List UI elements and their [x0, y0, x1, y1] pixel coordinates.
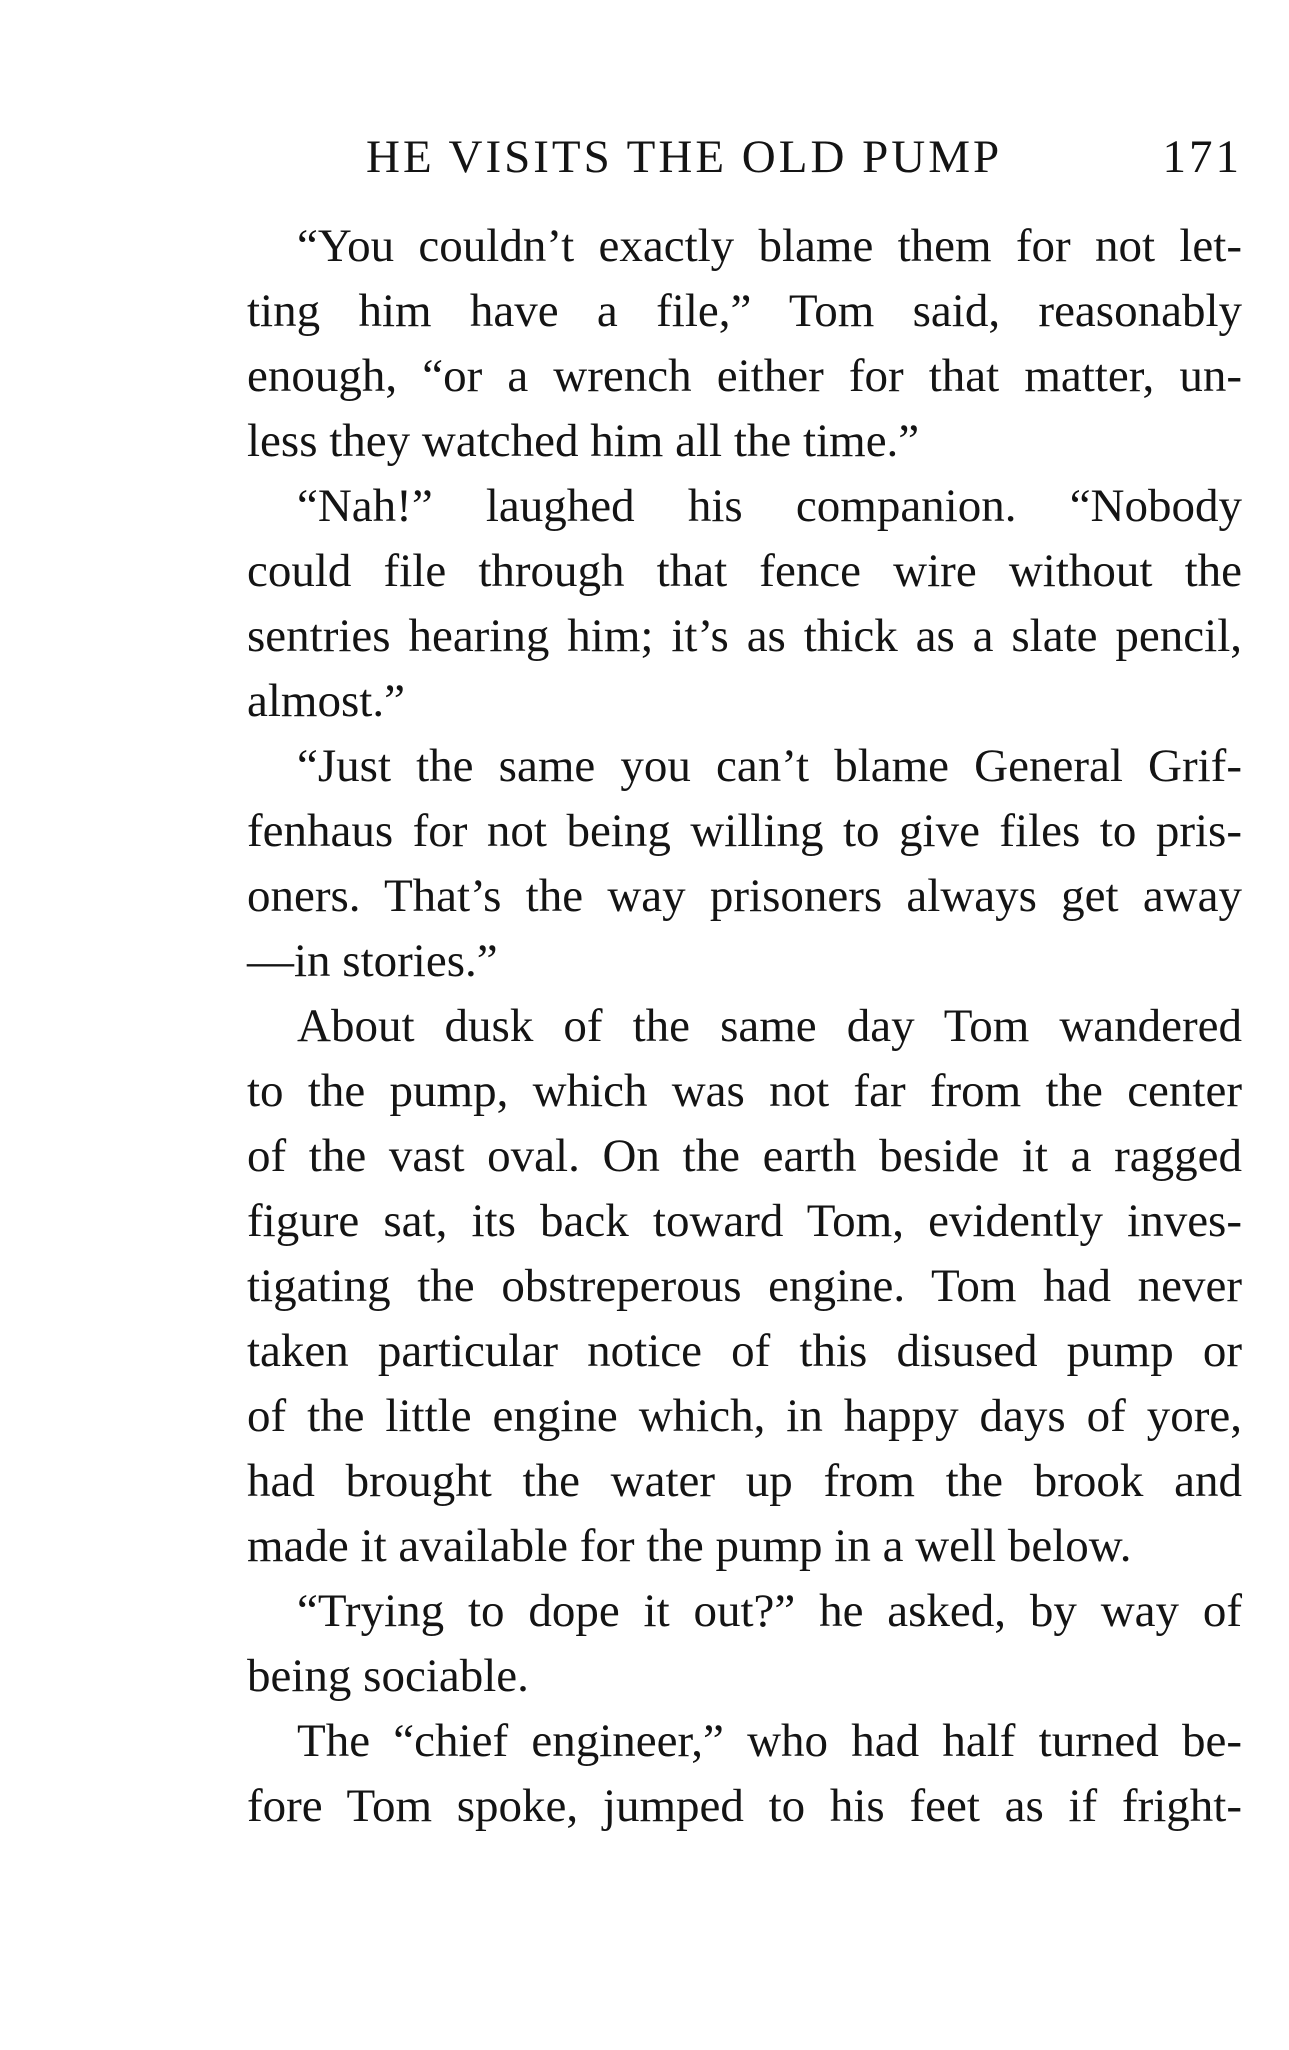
text-line: less they watched him all the time.” [247, 415, 920, 467]
text-line: of the vast oval. On the earth beside it a ragged [247, 1130, 1242, 1182]
page-number: 171 [1162, 131, 1242, 183]
text-line: sentries hearing him; it’s as thick as a slate pencil, [247, 610, 1242, 662]
text-line: figure sat, its back toward Tom, evidently inves- [247, 1195, 1242, 1247]
text-line: “Nah!” laughed his companion. “Nobody [297, 480, 1242, 532]
running-title: HE VISITS THE OLD PUMP [366, 131, 1003, 183]
text-line: “Trying to dope it out?” he asked, by way of [297, 1585, 1242, 1637]
text-line: oners. That’s the way prisoners always get away [247, 870, 1242, 922]
text-line: made it available for the pump in a well below. [247, 1520, 1132, 1572]
text-line: —in stories.” [247, 935, 498, 987]
running-head [366, 130, 1242, 190]
text-line: had brought the water up from the brook and [247, 1455, 1242, 1507]
text-line: could file through that fence wire without the [247, 545, 1242, 597]
text-line: “You couldn’t exactly blame them for not let- [297, 220, 1242, 272]
text-line: ting him have a file,” Tom said, reasonably [247, 285, 1242, 337]
text-line: “Just the same you can’t blame General Grif- [297, 740, 1242, 792]
text-line: enough, “or a wrench either for that matter, un- [247, 350, 1242, 402]
text-line: taken particular notice of this disused pump or [247, 1325, 1242, 1377]
text-line: tigating the obstreperous engine. Tom had never [247, 1260, 1242, 1312]
text-line: About dusk of the same day Tom wandered [297, 1000, 1242, 1052]
text-line: The “chief engineer,” who had half turned be- [297, 1715, 1242, 1767]
text-line: being sociable. [247, 1650, 529, 1702]
body-text [247, 214, 1242, 1839]
text-line: almost.” [247, 675, 405, 727]
text-line: fore Tom spoke, jumped to his feet as if fright- [247, 1780, 1242, 1832]
text-line: of the little engine which, in happy days of yore, [247, 1390, 1242, 1442]
text-line: to the pump, which was not far from the center [247, 1065, 1242, 1117]
text-line: fenhaus for not being willing to give files to pris- [247, 805, 1242, 857]
